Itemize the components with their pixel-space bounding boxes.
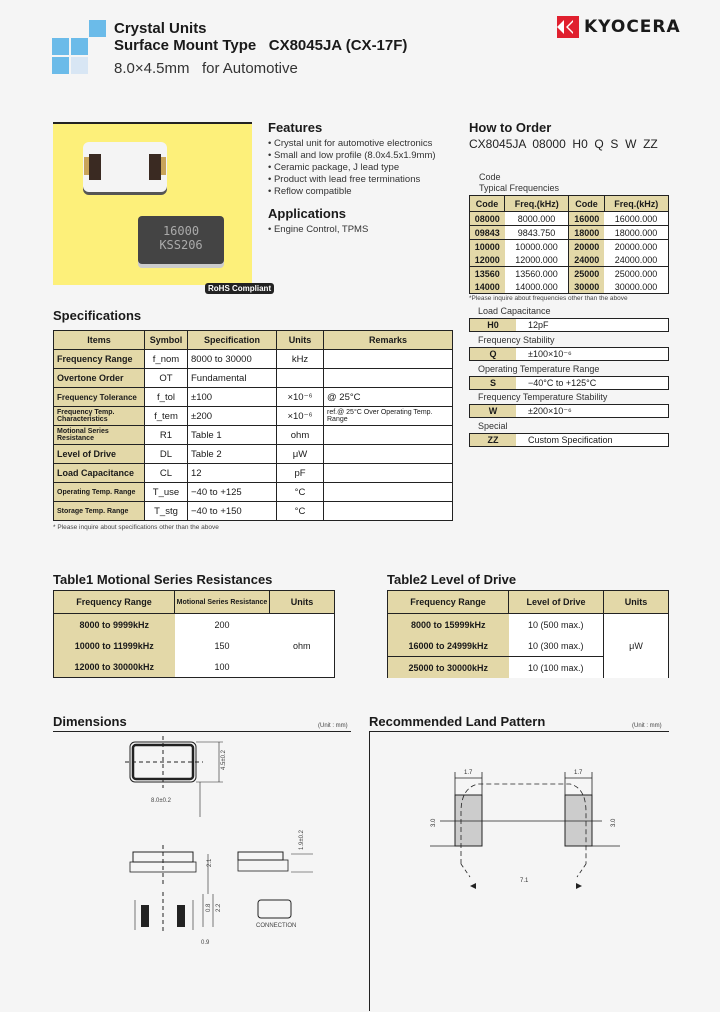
cell: 24000.000 bbox=[604, 253, 669, 267]
chip-bottom-view bbox=[83, 142, 167, 192]
option-label: Frequency Stability bbox=[478, 335, 555, 345]
table-row bbox=[470, 240, 669, 254]
logo-square bbox=[52, 57, 69, 74]
cell: 14000 bbox=[470, 280, 505, 294]
cell: 13560.000 bbox=[505, 267, 569, 281]
option-value: ±200×10⁻⁶ bbox=[528, 406, 572, 416]
table-row bbox=[54, 483, 453, 502]
table2-title: Table2 Level of Drive bbox=[387, 572, 517, 587]
logo-square bbox=[71, 57, 88, 74]
cell: 24000 bbox=[569, 253, 604, 267]
option-row bbox=[469, 433, 669, 447]
logo-square bbox=[89, 20, 106, 37]
cell: Motional Series Resistance bbox=[54, 426, 145, 445]
kyocera-logo bbox=[557, 16, 681, 38]
motional-resistance-table bbox=[53, 590, 335, 678]
table-row bbox=[54, 502, 453, 521]
cell: R1 bbox=[145, 426, 188, 445]
cell: 30000.000 bbox=[604, 280, 669, 294]
option-value: 12pF bbox=[528, 320, 549, 330]
cell: −40 to +150 bbox=[188, 502, 277, 521]
cell: 20000.000 bbox=[604, 240, 669, 254]
cell: 18000.000 bbox=[604, 226, 669, 240]
option-value: −40°C to +125°C bbox=[528, 378, 597, 388]
cell: T_stg bbox=[145, 502, 188, 521]
svg-text:1.7: 1.7 bbox=[464, 770, 473, 776]
order-title: How to Order bbox=[469, 120, 552, 135]
cell: f_nom bbox=[145, 350, 188, 369]
cell: ×10⁻⁶ bbox=[277, 407, 324, 426]
cell: 25000 to 30000kHz bbox=[388, 657, 509, 679]
cell: 12000.000 bbox=[505, 253, 569, 267]
col-header: Units bbox=[270, 591, 335, 614]
option-row bbox=[469, 404, 669, 418]
title-line-2: Surface Mount Type CX8045JA (CX-17F) bbox=[114, 37, 408, 54]
option-code: S bbox=[470, 377, 516, 389]
cell: 25000 bbox=[569, 267, 604, 281]
cell bbox=[324, 502, 453, 521]
table-row bbox=[470, 280, 669, 294]
cell bbox=[324, 350, 453, 369]
unit-cell: μW bbox=[604, 614, 669, 679]
table-row bbox=[54, 426, 453, 445]
cell: 08000 bbox=[470, 212, 505, 226]
cell bbox=[324, 464, 453, 483]
table-row bbox=[54, 388, 453, 407]
specifications-note: * Please inquire about specifications other than the above bbox=[53, 524, 219, 531]
feature-item: • Small and low profile (8.0x4.5x1.9mm) bbox=[268, 150, 436, 162]
cell: 9843.750 bbox=[505, 226, 569, 240]
cell: 30000 bbox=[569, 280, 604, 294]
cell: 100 bbox=[175, 656, 270, 678]
cell: Fundamental bbox=[188, 369, 277, 388]
svg-text:1.7: 1.7 bbox=[574, 770, 583, 776]
col-header: Units bbox=[277, 331, 324, 350]
code-label: Code bbox=[479, 172, 501, 182]
svg-text:4.5±0.2: 4.5±0.2 bbox=[221, 750, 227, 770]
option-code: W bbox=[470, 405, 516, 417]
cell: 10000 to 11999kHz bbox=[54, 635, 175, 656]
cell: Table 2 bbox=[188, 445, 277, 464]
chip-pad bbox=[89, 154, 101, 180]
cell: 8000 to 30000 bbox=[188, 350, 277, 369]
cell: 8000 to 15999kHz bbox=[388, 614, 509, 636]
table-row bbox=[470, 267, 669, 281]
col-header: Freq.(kHz) bbox=[604, 196, 669, 212]
option-label: Frequency Temperature Stability bbox=[478, 392, 608, 402]
option-row bbox=[469, 347, 669, 361]
level-of-drive-table bbox=[387, 590, 669, 678]
cell: DL bbox=[145, 445, 188, 464]
svg-text:7.1: 7.1 bbox=[520, 878, 529, 884]
cell: −40 to +125 bbox=[188, 483, 277, 502]
specifications-table bbox=[53, 330, 453, 521]
cell: ×10⁻⁶ bbox=[277, 388, 324, 407]
col-header: Items bbox=[54, 331, 145, 350]
rohs-badge: RoHS Compliant bbox=[205, 283, 274, 294]
svg-text:0.8: 0.8 bbox=[206, 903, 212, 912]
option-code: ZZ bbox=[470, 434, 516, 446]
kyocera-mark-icon bbox=[557, 16, 579, 38]
land-pattern-title: Recommended Land Pattern bbox=[369, 714, 546, 729]
product-photo bbox=[53, 122, 252, 285]
cell: @ 25°C bbox=[324, 388, 453, 407]
cell: Load Capacitance bbox=[54, 464, 145, 483]
feature-item: • Reflow compatible bbox=[268, 186, 436, 198]
cell: CL bbox=[145, 464, 188, 483]
cell bbox=[324, 445, 453, 464]
svg-text:2.2: 2.2 bbox=[216, 903, 222, 912]
cell: pF bbox=[277, 464, 324, 483]
chip-marking: 16000 bbox=[162, 224, 200, 238]
col-header: Remarks bbox=[324, 331, 453, 350]
option-code: H0 bbox=[470, 319, 516, 331]
title-line-3: 8.0×4.5mm for Automotive bbox=[114, 60, 298, 77]
col-header: Level of Drive bbox=[509, 591, 604, 614]
table-row bbox=[470, 226, 669, 240]
order-code: CX8045JA 08000 H0 Q S W ZZ bbox=[469, 137, 658, 151]
land-pattern-unit: (Unit : mm) bbox=[632, 723, 662, 729]
cell: °C bbox=[277, 502, 324, 521]
cell: 13560 bbox=[470, 267, 505, 281]
features-title: Features bbox=[268, 120, 323, 135]
svg-text:1.9±0.2: 1.9±0.2 bbox=[299, 830, 305, 850]
applications-title: Applications bbox=[268, 206, 347, 221]
cell: 12000 to 30000kHz bbox=[54, 656, 175, 678]
unit-cell: ohm bbox=[270, 614, 335, 678]
cell: OT bbox=[145, 369, 188, 388]
cell: 10 (500 max.) bbox=[509, 614, 604, 636]
freq-label: Typical Frequencies bbox=[479, 183, 560, 193]
cell: kHz bbox=[277, 350, 324, 369]
cell: ref.@ 25°C Over Operating Temp. Range bbox=[324, 407, 453, 426]
dimensions-title: Dimensions bbox=[53, 714, 127, 729]
cell: Level of Drive bbox=[54, 445, 145, 464]
option-label: Operating Temperature Range bbox=[478, 364, 600, 374]
cell: 8000.000 bbox=[505, 212, 569, 226]
option-code: Q bbox=[470, 348, 516, 360]
features-list bbox=[268, 138, 436, 198]
col-header: Units bbox=[604, 591, 669, 614]
cell: ohm bbox=[277, 426, 324, 445]
cell: 20000 bbox=[569, 240, 604, 254]
svg-text:3.0: 3.0 bbox=[431, 818, 437, 827]
cell: Frequency Range bbox=[54, 350, 145, 369]
chip-lead bbox=[161, 157, 166, 175]
application-item: • Engine Control, TPMS bbox=[268, 224, 368, 236]
cell: 10 (100 max.) bbox=[509, 657, 604, 679]
dimensions-unit: (Unit : mm) bbox=[318, 723, 348, 729]
cell: 150 bbox=[175, 635, 270, 656]
table-row bbox=[54, 369, 453, 388]
cell: °C bbox=[277, 483, 324, 502]
cell: Operating Temp. Range bbox=[54, 483, 145, 502]
chip-marking: KSS206 bbox=[159, 238, 203, 252]
chip-lead bbox=[84, 157, 89, 175]
cell: 18000 bbox=[569, 226, 604, 240]
col-header: Motional Series Resistance bbox=[175, 591, 270, 614]
land-pattern-drawing bbox=[370, 732, 670, 932]
col-header: Frequency Range bbox=[388, 591, 509, 614]
col-header: Freq.(kHz) bbox=[505, 196, 569, 212]
logo-square bbox=[52, 38, 69, 55]
dimensions-drawing bbox=[53, 732, 353, 946]
cell: 25000.000 bbox=[604, 267, 669, 281]
cell bbox=[324, 369, 453, 388]
cell: f_tem bbox=[145, 407, 188, 426]
cell: Overtone Order bbox=[54, 369, 145, 388]
brand-name: KYOCERA bbox=[584, 17, 681, 37]
typical-frequencies-table bbox=[469, 195, 669, 294]
table-row bbox=[54, 350, 453, 369]
table-row bbox=[54, 464, 453, 483]
table-row bbox=[54, 407, 453, 426]
col-header: Specification bbox=[188, 331, 277, 350]
cell bbox=[324, 483, 453, 502]
option-value: Custom Specification bbox=[528, 435, 613, 445]
cell: Frequency Temp. Characteristics bbox=[54, 407, 145, 426]
cell: 16000.000 bbox=[604, 212, 669, 226]
option-label: Special bbox=[478, 421, 508, 431]
col-header: Code bbox=[470, 196, 505, 212]
cell: Frequency Tolerance bbox=[54, 388, 145, 407]
svg-text:3.0: 3.0 bbox=[611, 818, 617, 827]
option-row bbox=[469, 376, 669, 390]
table-row bbox=[470, 253, 669, 267]
cell: Storage Temp. Range bbox=[54, 502, 145, 521]
cell: f_tol bbox=[145, 388, 188, 407]
option-value: ±100×10⁻⁶ bbox=[528, 349, 572, 359]
table1-title: Table1 Motional Series Resistances bbox=[53, 572, 273, 587]
cell: 16000 bbox=[569, 212, 604, 226]
cell: 10000 bbox=[470, 240, 505, 254]
cell: 12000 bbox=[470, 253, 505, 267]
option-row bbox=[469, 318, 669, 332]
table-row bbox=[54, 614, 335, 636]
svg-text:0.9: 0.9 bbox=[201, 940, 210, 946]
cell: 10000.000 bbox=[505, 240, 569, 254]
cell bbox=[277, 369, 324, 388]
table-row bbox=[54, 445, 453, 464]
cell bbox=[324, 426, 453, 445]
chip-top-view bbox=[138, 216, 224, 264]
feature-item: • Ceramic package, J lead type bbox=[268, 162, 436, 174]
title-line-1: Crystal Units bbox=[114, 20, 207, 37]
col-header: Code bbox=[569, 196, 604, 212]
frequency-note: *Please inquire about frequencies other than the above bbox=[469, 295, 628, 302]
cell: 200 bbox=[175, 614, 270, 636]
svg-text:2.1: 2.1 bbox=[207, 858, 213, 867]
cell: ±100 bbox=[188, 388, 277, 407]
cell: ±200 bbox=[188, 407, 277, 426]
chip-pad bbox=[149, 154, 161, 180]
option-label: Load Capacitance bbox=[478, 306, 551, 316]
col-header: Symbol bbox=[145, 331, 188, 350]
logo-square bbox=[71, 38, 88, 55]
col-header: Frequency Range bbox=[54, 591, 175, 614]
cell: 12 bbox=[188, 464, 277, 483]
feature-item: • Product with lead free terminations bbox=[268, 174, 436, 186]
feature-item: • Crystal unit for automotive electronics bbox=[268, 138, 436, 150]
applications-list bbox=[268, 224, 368, 236]
cell: T_use bbox=[145, 483, 188, 502]
specifications-title: Specifications bbox=[53, 308, 142, 323]
svg-text:CONNECTION: CONNECTION bbox=[256, 923, 297, 929]
cell: Table 1 bbox=[188, 426, 277, 445]
cell: μW bbox=[277, 445, 324, 464]
table-row bbox=[470, 212, 669, 226]
cell: 09843 bbox=[470, 226, 505, 240]
cell: 14000.000 bbox=[505, 280, 569, 294]
cell: 16000 to 24999kHz bbox=[388, 635, 509, 657]
cell: 8000 to 9999kHz bbox=[54, 614, 175, 636]
table-row bbox=[388, 614, 669, 636]
cell: 10 (300 max.) bbox=[509, 635, 604, 657]
svg-text:8.0±0.2: 8.0±0.2 bbox=[151, 798, 171, 804]
